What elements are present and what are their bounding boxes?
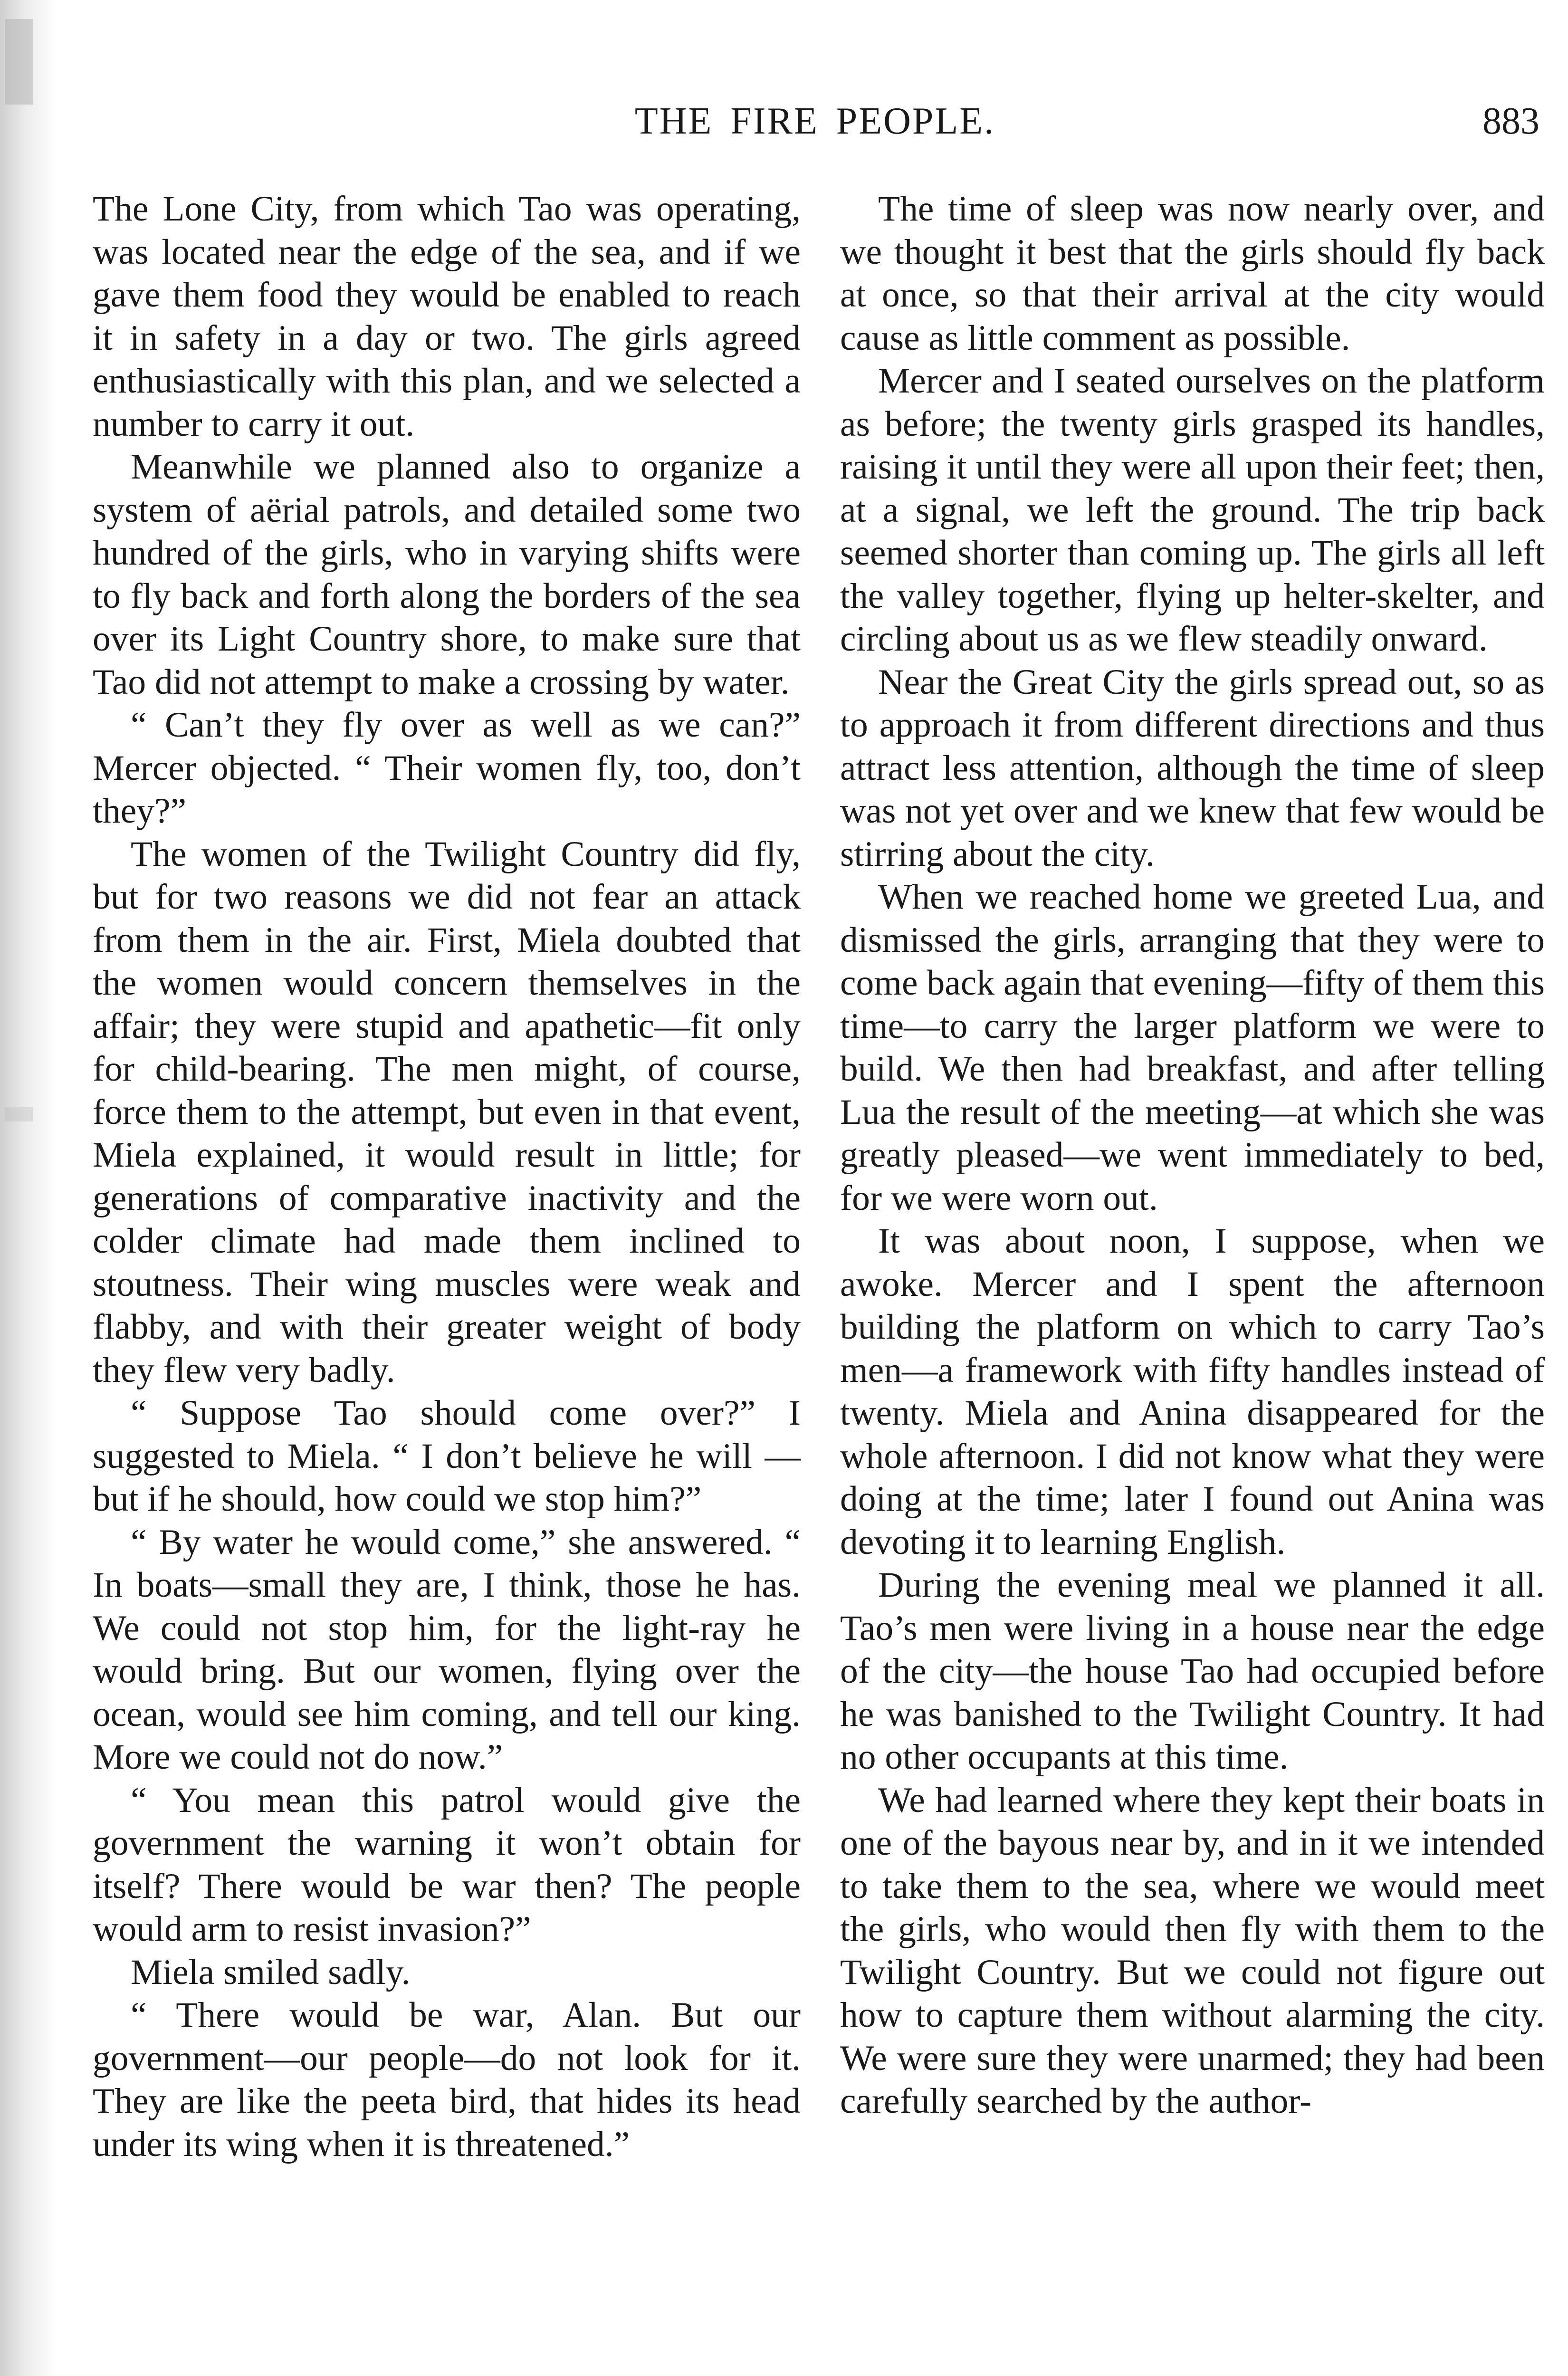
- paragraph: Miela smiled sadly.: [131, 1952, 411, 1992]
- paragraph: We had learned where they kept their boats in one of the bayous near by, and in it we intended to take them to the sea, where we would meet the girls, who would then fly with them to the Twilight Country. But we could not figure out how to capture them without alarming the city. We were sure they were unarmed; they had been carefully searched by the author-: [840, 1780, 1545, 2121]
- paragraph: The Lone City, from which Tao was operating, was located near the edge of the sea, and if we gave them food they would be enabled to reach it in safety in a day or two. The girls agreed enthusiastically with this plan, and we selected a number to carry it out.: [93, 189, 801, 444]
- page-header: [90, 100, 1539, 162]
- paragraph: “ By water he would come,” she answered. “ In boats—small they are, I think, those he has. We could not stop him, for the light-ray he would bring. But our women, flying over the ocean, would see him coming, and tell our king. More we could not do now.”: [93, 1522, 801, 1777]
- paragraph: Mercer and I seated ourselves on the platform as before; the twenty girls grasped its handles, raising it until they were all upon their feet; then, at a signal, we left the ground. The trip back seemed shorter than coming up. The girls all left the valley together, flying up helter-skelter, and circling about us as we flew steadily onward.: [840, 361, 1545, 659]
- paragraph: “ You mean this patrol would give the government the warning it won’t obtain for itself? There would be war then? The people would arm to resist invasion?”: [93, 1780, 801, 1949]
- paragraph: During the evening meal we planned it all. Tao’s men were living in a house near the edge of the city—the house Tao had occupied before he was banished to the Twilight Country. It had no other occupants at this time.: [840, 1565, 1545, 1777]
- scan-edge-mark: [5, 19, 33, 105]
- paragraph: Meanwhile we planned also to organize a system of aërial patrols, and detailed some two hundred of the girls, who in varying shifts were to fly back and forth along the borders of the sea over its Light Country shore, to make sure that Tao did not attempt to make a crossing by water.: [93, 447, 801, 702]
- page-number: 883: [1482, 100, 1539, 142]
- paragraph: “ There would be war, Alan. But our government—our people—do not look for it. They are like the peeta bird, that hides its head under its wing when it is threatened.”: [93, 1995, 801, 2164]
- text-column-right: [840, 188, 1545, 2123]
- paragraph: Near the Great City the girls spread out, so as to approach it from different directions and thus attract less attention, although the time of sleep was not yet over and we knew that few would be stirring about the city.: [840, 662, 1545, 874]
- paragraph: “ Can’t they fly over as well as we can?” Mercer objected. “ Their women fly, too, don’t they?”: [93, 705, 801, 831]
- paragraph: When we reached home we greeted Lua, and dismissed the girls, arranging that they were to come back again that evening—fifty of them this time—to carry the larger platform we were to build. We then had breakfast, and after telling Lua the result of the meeting—at which she was greatly pleased—we went immediately to bed, for we were worn out.: [840, 877, 1545, 1218]
- running-title: THE FIRE PEOPLE.: [634, 100, 995, 142]
- scan-edge-mark: [5, 1107, 33, 1121]
- paragraph: The time of sleep was now nearly over, and we thought it best that the girls should fly back at once, so that their arrival at the city would cause as little comment as possible.: [840, 189, 1545, 358]
- paragraph: It was about noon, I suppose, when we awoke. Mercer and I spent the afternoon building the platform on which to carry Tao’s men—a framework with fifty handles instead of twenty. Miela and Anina disappeared for the whole afternoon. I did not know what they were doing at the time; later I found out Anina was devoting it to learning English.: [840, 1221, 1545, 1562]
- scan-edge-shadow: [0, 0, 57, 2376]
- paragraph: “ Suppose Tao should come over?” I suggested to Miela. “ I don’t believe he will —but if he should, how could we stop him?”: [93, 1393, 801, 1519]
- text-column-left: [93, 188, 801, 2166]
- paragraph: The women of the Twilight Country did fly, but for two reasons we did not fear an attack from them in the air. First, Miela doubted that the women would concern themselves in the affair; they were stupid and apathetic—fit only for child-bearing. The men might, of course, force them to the attempt, but even in that event, Miela explained, it would result in little; for generations of comparative inactivity and the colder climate had made them inclined to stoutness. Their wing muscles were weak and flabby, and with their greater weight of body they flew very badly.: [93, 834, 801, 1390]
